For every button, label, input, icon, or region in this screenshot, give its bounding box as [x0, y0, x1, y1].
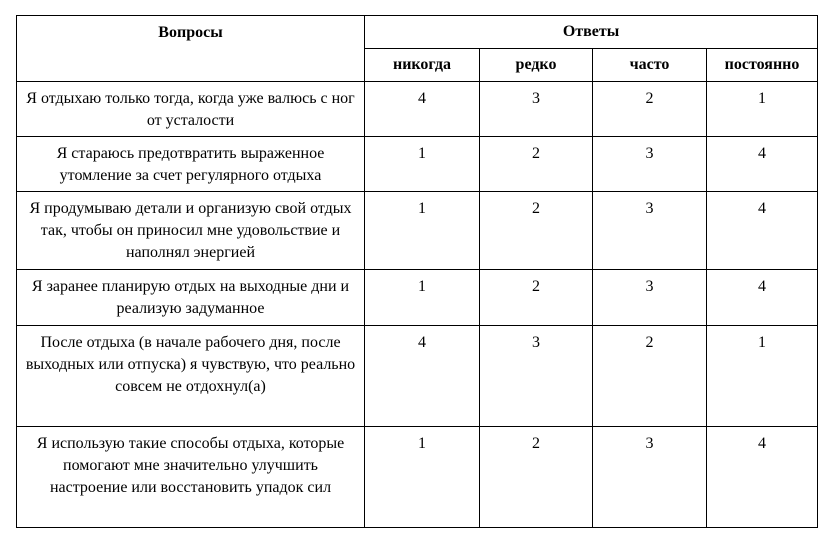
question-text: Я стараюсь предотвратить выраженное утомление за счет регулярного отдыха — [17, 137, 365, 192]
answer-value: 3 — [593, 427, 707, 528]
answer-value: 4 — [707, 427, 818, 528]
answer-value: 4 — [707, 192, 818, 270]
answer-value: 2 — [480, 427, 593, 528]
answer-value: 1 — [365, 192, 480, 270]
table-row — [17, 270, 818, 326]
header-row — [17, 16, 818, 49]
table-row — [17, 427, 818, 528]
question-text: Я продумываю детали и организую свой отдых так, чтобы он приносил мне удовольствие и наполнял энергией — [17, 192, 365, 270]
table-row — [17, 192, 818, 270]
question-text: Я использую такие способы отдыха, которые помогают мне значительно улучшить настроение или восстановить упадок сил — [17, 427, 365, 528]
answer-value: 2 — [593, 326, 707, 427]
question-text: Я отдыхаю только тогда, когда уже валюсь с ног от усталости — [17, 82, 365, 137]
question-text: Я заранее планирую отдых на выходные дни и реализую задуманное — [17, 270, 365, 326]
option-often: часто — [593, 49, 707, 82]
answer-value: 1 — [707, 82, 818, 137]
answer-value: 3 — [480, 82, 593, 137]
answer-value: 3 — [593, 192, 707, 270]
answer-value: 1 — [365, 137, 480, 192]
answer-value: 1 — [707, 326, 818, 427]
answer-value: 3 — [593, 137, 707, 192]
answer-value: 3 — [593, 270, 707, 326]
table-row — [17, 326, 818, 427]
question-text: После отдыха (в начале рабочего дня, после выходных или отпуска) я чувствую, что реально совсем не отдохнул(а) — [17, 326, 365, 427]
answer-value: 3 — [480, 326, 593, 427]
table-row — [17, 82, 818, 137]
option-always: постоянно — [707, 49, 818, 82]
answers-header: Ответы — [365, 16, 818, 49]
answer-value: 2 — [480, 270, 593, 326]
answer-value: 4 — [365, 82, 480, 137]
questions-header: Вопросы — [17, 16, 365, 82]
table-row — [17, 137, 818, 192]
option-rarely: редко — [480, 49, 593, 82]
option-never: никогда — [365, 49, 480, 82]
answer-value: 4 — [707, 137, 818, 192]
answer-value: 2 — [480, 192, 593, 270]
answer-value: 1 — [365, 270, 480, 326]
answer-value: 4 — [365, 326, 480, 427]
answer-value: 1 — [365, 427, 480, 528]
questionnaire-table — [16, 15, 818, 528]
answer-value: 2 — [480, 137, 593, 192]
answer-value: 4 — [707, 270, 818, 326]
answer-value: 2 — [593, 82, 707, 137]
